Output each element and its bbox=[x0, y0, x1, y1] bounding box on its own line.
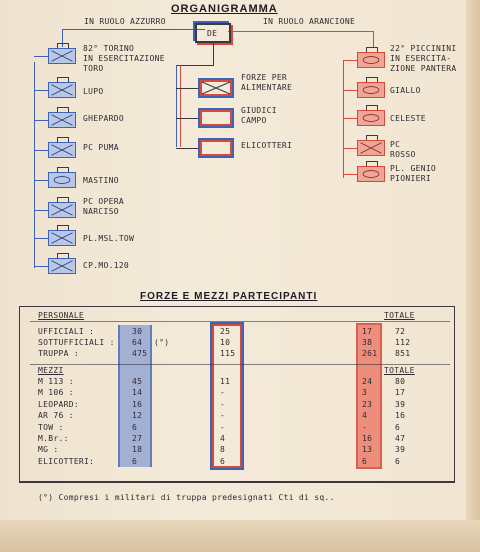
row-label: AR 76 : bbox=[38, 411, 74, 421]
right-header: IN RUOLO ARANCIONE bbox=[263, 17, 356, 26]
center-value: 4 bbox=[220, 434, 226, 443]
red-value: 17 bbox=[362, 327, 373, 336]
center-value: 10 bbox=[220, 338, 231, 347]
red-value: 261 bbox=[362, 349, 378, 358]
total-value: 72 bbox=[395, 327, 406, 336]
line-to-red-down bbox=[373, 31, 374, 47]
red-value: - bbox=[362, 422, 368, 432]
blue-value: 14 bbox=[132, 388, 143, 398]
center-value: - bbox=[220, 411, 226, 421]
center-unit-label-line: GIUDICI bbox=[241, 106, 277, 115]
blue-value: 12 bbox=[132, 411, 143, 421]
row-label: UFFICIALI : bbox=[38, 327, 95, 336]
blue-unit-label-line: TORO bbox=[83, 64, 104, 73]
row-label: M 113 : bbox=[38, 377, 74, 386]
blue-unit-label-line: IN ESERCITAZIONE bbox=[83, 54, 165, 63]
unit-symbol-icon bbox=[48, 202, 76, 218]
blue-unit-connector bbox=[34, 266, 48, 267]
de-unit-label: DE bbox=[207, 29, 218, 38]
line-to-red bbox=[228, 31, 373, 32]
blue-value: 475 bbox=[132, 349, 148, 358]
row-label: SOTTUFFICIALI : bbox=[38, 338, 115, 347]
red-value: 38 bbox=[362, 338, 373, 347]
red-unit-connector bbox=[343, 90, 357, 91]
blue-unit-label-line: MASTINO bbox=[83, 176, 119, 185]
row-label: TOW : bbox=[38, 422, 64, 432]
row-note: (°) bbox=[154, 338, 170, 347]
total-value: 80 bbox=[395, 377, 406, 386]
blue-unit-connector bbox=[34, 56, 48, 57]
mezzi-rule bbox=[30, 364, 450, 365]
blue-unit-connector bbox=[34, 150, 48, 151]
personale-header: PERSONALE bbox=[38, 311, 85, 320]
red-unit-connector bbox=[343, 148, 357, 149]
red-unit-connector bbox=[343, 174, 357, 175]
center-unit-label-line: ELICOTTERI bbox=[241, 141, 293, 150]
red-unit-connector bbox=[343, 60, 357, 61]
red-unit-label-line: ROSSO bbox=[390, 150, 416, 159]
blue-unit-label-line: PL.MSL.TOW bbox=[83, 234, 135, 243]
center-unit-connector bbox=[176, 148, 198, 149]
organigram-title: ORGANIGRAMMA bbox=[171, 3, 278, 15]
footnote: (°) Compresi i militari di truppa predesignati Cti di sq.. bbox=[38, 493, 335, 502]
page-bottom bbox=[0, 520, 480, 552]
blue-value: 30 bbox=[132, 327, 143, 336]
left-header: IN RUOLO AZZURRO bbox=[84, 17, 166, 26]
total-value: 17 bbox=[395, 388, 406, 398]
red-unit-connector bbox=[343, 118, 357, 119]
red-value: 13 bbox=[362, 445, 373, 455]
center-value: - bbox=[220, 388, 226, 398]
row-label: TRUPPA : bbox=[38, 349, 79, 358]
center-value: 6 bbox=[220, 456, 226, 466]
red-unit-label-line: GIALLO bbox=[390, 86, 421, 95]
center-unit-label-line: ALIMENTARE bbox=[241, 83, 293, 92]
blue-unit-label-line: PC PUMA bbox=[83, 143, 119, 152]
center-unit-connector bbox=[176, 118, 198, 119]
unit-symbol-icon bbox=[357, 52, 385, 68]
unit-symbol-icon bbox=[48, 258, 76, 274]
center-branch-blue bbox=[176, 65, 177, 147]
red-value: 16 bbox=[362, 434, 373, 443]
blue-unit-label-line: NARCISO bbox=[83, 207, 119, 216]
center-value: - bbox=[220, 422, 226, 432]
blue-value: 45 bbox=[132, 377, 143, 386]
blue-value: 6 bbox=[132, 422, 138, 432]
total-value: 6 bbox=[395, 422, 401, 432]
total-value: 112 bbox=[395, 338, 411, 347]
unit-symbol-icon bbox=[48, 82, 76, 98]
center-value: - bbox=[220, 399, 226, 409]
de-line-across bbox=[176, 65, 214, 66]
blue-unit-label-line: LUPO bbox=[83, 87, 104, 96]
total-value: 851 bbox=[395, 349, 411, 358]
forces-title: FORZE E MEZZI PARTECIPANTI bbox=[140, 291, 318, 302]
line-to-blue bbox=[62, 29, 205, 30]
footnote-rule bbox=[19, 482, 455, 483]
blue-unit-connector bbox=[34, 238, 48, 239]
row-label: M.Br.: bbox=[38, 434, 69, 443]
blue-value: 16 bbox=[132, 399, 143, 409]
row-label: MG : bbox=[38, 445, 59, 455]
red-value: 24 bbox=[362, 377, 373, 386]
blue-unit-label-line: GHEPARDO bbox=[83, 114, 124, 123]
unit-symbol-icon bbox=[48, 112, 76, 128]
row-label: M 106 : bbox=[38, 388, 74, 398]
red-unit-label-line: IN ESERCITA- bbox=[390, 54, 452, 63]
total-value: 47 bbox=[395, 434, 406, 443]
blue-unit-label-line: 82° TORINO bbox=[83, 44, 135, 53]
totale-header: TOTALE bbox=[384, 311, 415, 320]
personale-rule bbox=[30, 321, 450, 322]
red-unit-label-line: CELESTE bbox=[390, 114, 426, 123]
blue-unit-label-line: CP.MO.120 bbox=[83, 261, 130, 270]
center-unit-box bbox=[198, 78, 234, 98]
red-unit-label-line: PL. GENIO bbox=[390, 164, 437, 173]
red-value: 3 bbox=[362, 388, 368, 398]
center-unit-connector bbox=[176, 88, 198, 89]
red-unit-label-line: PC bbox=[390, 140, 401, 149]
center-unit-label-line: CAMPO bbox=[241, 116, 267, 125]
blue-value: 6 bbox=[132, 456, 138, 466]
center-branch-red bbox=[180, 65, 181, 147]
blue-unit-label-line: PC OPERA bbox=[83, 197, 124, 206]
red-value: 4 bbox=[362, 411, 368, 421]
de-line-down bbox=[213, 43, 214, 65]
unit-symbol-icon bbox=[48, 142, 76, 158]
center-value: 8 bbox=[220, 445, 226, 455]
red-spine bbox=[343, 60, 344, 178]
total-value: 16 bbox=[395, 411, 406, 421]
blue-value: 18 bbox=[132, 445, 143, 455]
unit-symbol-icon bbox=[357, 166, 385, 182]
blue-unit-connector bbox=[34, 90, 48, 91]
row-label: LEOPARD: bbox=[38, 399, 79, 409]
red-unit-label-line: 22° PICCININI bbox=[390, 44, 457, 53]
red-unit-label-line: PIONIERI bbox=[390, 174, 431, 183]
unit-symbol-icon bbox=[357, 140, 385, 156]
red-value: 6 bbox=[362, 456, 368, 466]
center-value: 11 bbox=[220, 377, 231, 386]
center-value: 25 bbox=[220, 327, 231, 336]
row-label: ELICOTTERI: bbox=[38, 456, 95, 466]
blue-value: 64 bbox=[132, 338, 143, 347]
unit-symbol-icon bbox=[357, 110, 385, 126]
center-unit-label-line: FORZE PER bbox=[241, 73, 288, 82]
unit-symbol-icon bbox=[48, 48, 76, 64]
blue-unit-connector bbox=[34, 120, 48, 121]
blue-value: 27 bbox=[132, 434, 143, 443]
total-value: 39 bbox=[395, 445, 406, 455]
unit-symbol-icon bbox=[48, 230, 76, 246]
total-value: 39 bbox=[395, 399, 406, 409]
total-value: 6 bbox=[395, 456, 401, 466]
page-edge bbox=[466, 0, 480, 552]
unit-symbol-icon bbox=[48, 172, 76, 188]
center-unit-box bbox=[198, 108, 234, 128]
center-unit-box bbox=[198, 138, 234, 158]
blue-unit-connector bbox=[34, 180, 48, 181]
red-value: 23 bbox=[362, 399, 373, 409]
mezzi-header: MEZZI bbox=[38, 366, 64, 375]
center-value: 115 bbox=[220, 349, 236, 358]
blue-unit-connector bbox=[34, 210, 48, 211]
red-unit-label-line: ZIONE PANTERA bbox=[390, 64, 457, 73]
mezzi-totale-header: TOTALE bbox=[384, 366, 415, 375]
de-unit-box bbox=[195, 23, 231, 43]
unit-symbol-icon bbox=[357, 82, 385, 98]
